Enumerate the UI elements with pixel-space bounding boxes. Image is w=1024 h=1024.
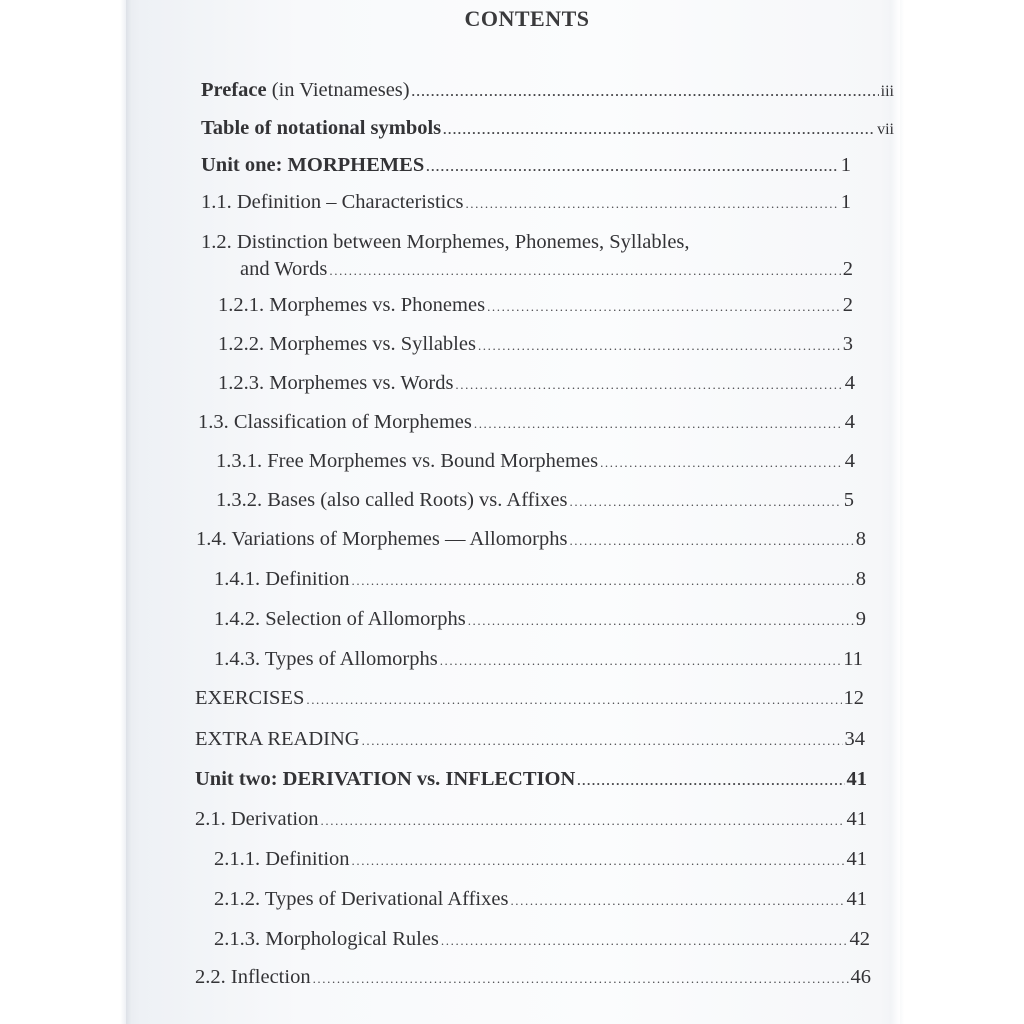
dot-leader: [570, 490, 842, 514]
toc-entry-unit-two: [195, 767, 867, 793]
dot-leader: [465, 192, 838, 216]
toc-entry-label: 1.2.1. Morphemes vs. Phonemes: [218, 294, 486, 316]
dot-leader: [569, 529, 853, 553]
toc-entry-2-1: [195, 807, 867, 833]
toc-entry-notational-symbols: [201, 116, 894, 142]
toc-entry-1-4: [196, 527, 866, 553]
dot-leader: [426, 155, 839, 179]
toc-entry-label: Unit one: MORPHEMES: [201, 154, 425, 176]
toc-entry-1-4-2: [214, 607, 866, 633]
toc-page-number: 42: [849, 928, 870, 950]
toc-entry-label: 2.1.3. Morphological Rules: [214, 928, 439, 950]
toc-entry-label: Unit two: DERIVATION vs. INFLECTION: [195, 768, 576, 790]
dot-leader: [510, 889, 844, 913]
toc-entry-2-1-3: [214, 927, 870, 953]
toc-page-number: 8: [855, 528, 866, 550]
toc-page-number: 2: [842, 258, 853, 280]
dot-leader: [443, 118, 875, 142]
dot-leader: [329, 259, 840, 283]
toc-page-number: 3: [842, 333, 853, 355]
toc-page-number: 34: [844, 728, 865, 750]
toc-entry-1-2-3: [218, 371, 855, 397]
toc-page-number: 4: [844, 411, 855, 433]
toc-page-number: iii: [880, 83, 894, 100]
toc-page-number: 2: [842, 294, 853, 316]
dot-leader: [306, 688, 841, 712]
toc-page-number: 41: [846, 808, 867, 830]
dot-leader: [440, 649, 842, 673]
toc-entry-1-1: [201, 190, 851, 216]
toc-entry-label: Table of notational symbols: [201, 117, 442, 139]
dot-leader: [313, 967, 849, 991]
toc-entry-1-4-1: [214, 567, 866, 593]
toc-entry-2-1-2: [214, 887, 867, 913]
dot-leader: [441, 929, 848, 953]
toc-entry-label: 2.1.1. Definition: [214, 848, 350, 870]
dot-leader: [474, 412, 843, 436]
toc-entry-label: 2.2. Inflection: [195, 966, 311, 988]
toc-page-number: 1: [840, 191, 851, 213]
toc-entry-1-2: [240, 257, 853, 283]
toc-entry-label: 1.3. Classification of Morphemes: [198, 411, 472, 433]
toc-entry-extra-reading: [195, 727, 865, 753]
toc-entry-label: 1.3.1. Free Morphemes vs. Bound Morphemes: [216, 450, 599, 472]
dot-leader: [487, 295, 841, 319]
toc-entry-label: 1.4.1. Definition: [214, 568, 350, 590]
toc-page-number: 4: [844, 372, 855, 394]
toc-page-number: 4: [844, 450, 855, 472]
toc-entry-label: and Words: [240, 258, 328, 280]
dot-leader: [352, 569, 854, 593]
toc-page-number: 1: [840, 154, 851, 176]
toc-entry-label: EXERCISES: [195, 687, 305, 709]
dot-leader: [352, 849, 845, 873]
toc-entry-1-2-line1: 1.2. Distinction between Morphemes, Phonemes, Syllables,: [201, 231, 690, 253]
toc-entry-2-1-1: [214, 847, 867, 873]
dot-leader: [478, 334, 841, 358]
toc-entry-1-4-3: [214, 647, 863, 673]
toc-entry-1-2-1: [218, 293, 853, 319]
toc-entry-label: 2.1. Derivation: [195, 808, 319, 830]
toc-page-number: 41: [846, 848, 867, 870]
toc-page-number: 12: [843, 687, 864, 709]
toc-page-number: 41: [846, 888, 867, 910]
toc-entry-label: 2.1.2. Types of Derivational Affixes: [214, 888, 509, 910]
toc-entry-label: 1.3.2. Bases (also called Roots) vs. Affixes: [216, 489, 568, 511]
toc-page-number: 46: [850, 966, 871, 988]
dot-leader: [321, 809, 845, 833]
toc-entry-label: 1.2.3. Morphemes vs. Words: [218, 372, 454, 394]
toc-entry-label: Preface (in Vietnameses): [201, 79, 410, 101]
toc-entry-1-2-2: [218, 332, 853, 358]
toc-page-number: 9: [855, 608, 866, 630]
dot-leader: [455, 373, 842, 397]
toc-entry-label: 1.1. Definition – Characteristics: [201, 191, 464, 213]
toc-entry-label: EXTRA READING: [195, 728, 360, 750]
toc-entry-label: 1.2.2. Morphemes vs. Syllables: [218, 333, 476, 355]
dot-leader: [577, 769, 844, 793]
toc-entry-label: 1.4.2. Selection of Allomorphs: [214, 608, 466, 630]
toc-entry-1-3: [198, 410, 855, 436]
contents-heading: CONTENTS: [464, 6, 590, 31]
dot-leader: [412, 80, 879, 104]
toc-entry-2-2: [195, 965, 871, 991]
toc-entry-preface: [201, 78, 894, 104]
dot-leader: [362, 729, 843, 753]
dot-leader: [468, 609, 854, 633]
toc-entry-1-3-1: [216, 449, 855, 475]
toc-entry-unit-one: [201, 153, 851, 179]
toc-page-number: 5: [843, 489, 854, 511]
toc-page-number: 11: [843, 648, 863, 670]
toc-entry-label: 1.4. Variations of Morphemes — Allomorphs: [196, 528, 568, 550]
contents-page: [132, 0, 892, 1024]
dot-leader: [600, 451, 843, 475]
toc-entry-exercises: [195, 686, 864, 712]
toc-entry-1-3-2: [216, 488, 854, 514]
toc-entry-label: 1.4.3. Types of Allomorphs: [214, 648, 438, 670]
toc-page-number: 41: [846, 768, 867, 790]
toc-page-number: 8: [855, 568, 866, 590]
toc-page-number: vii: [877, 121, 894, 138]
